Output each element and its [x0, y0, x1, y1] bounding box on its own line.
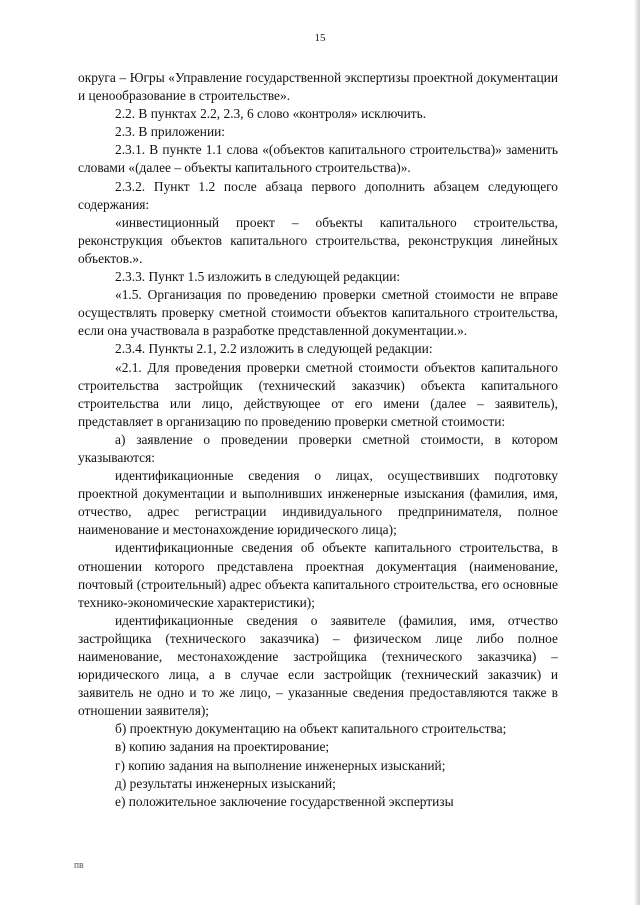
paragraph: идентификационные сведения об объекте капитального строительства, в отношении которого представлена проектная документация (наименование, почтовый (строительный) адрес объекта капитального строительства, его основные технико-экономические характеристики); [78, 540, 558, 610]
paragraph: в) копию задания на проектирование; [115, 739, 330, 755]
paragraph: г) копию задания на выполнение инженерных изысканий; [115, 757, 446, 773]
paragraph: 2.3. В приложении: [115, 124, 226, 140]
paragraph: 2.2. В пунктах 2.2, 2.3, 6 слово «контроля» исключить. [115, 106, 427, 122]
paragraph: «1.5. Организация по проведению проверки сметной стоимости не вправе осуществлять проверку сметной стоимости объектов капитального строительства, если она участвовала в разработке представленной документации.». [78, 287, 558, 339]
scan-edge-shadow [634, 0, 640, 905]
paragraph: 2.3.3. Пункт 1.5 изложить в следующей редакции: [115, 269, 401, 285]
paragraph: «инвестиционный проект – объекты капитального строительства, реконструкция объектов капитального строительства, реконструкция линейных объектов.». [78, 214, 558, 266]
document-body [78, 69, 558, 811]
paragraph: д) результаты инженерных изысканий; [115, 775, 336, 791]
corner-mark: ПВ [74, 862, 84, 870]
paragraph: округа – Югры «Управление государственной экспертизы проектной документации и ценообразование в строительстве». [78, 70, 558, 104]
paragraph: а) заявление о проведении проверки сметной стоимости, в котором указываются: [78, 431, 558, 465]
paragraph: е) положительное заключение государственной экспертизы [115, 793, 454, 809]
paragraph: 2.3.4. Пункты 2.1, 2.2 изложить в следующей редакции: [115, 341, 433, 357]
page-number: 15 [314, 32, 326, 44]
paragraph: 2.3.1. В пункте 1.1 слова «(объектов капитального строительства)» заменить словами «(далее – объекты капитального строительства)». [78, 142, 558, 176]
paragraph: 2.3.2. Пункт 1.2 после абзаца первого дополнить абзацем следующего содержания: [78, 178, 558, 212]
paragraph: идентификационные сведения о заявителе (фамилия, имя, отчество застройщика (технического заказчика) – физическом лице либо полное наименование, местонахождение застройщика (технического заказчика) – юридического лица, а в случае если застройщик (технический заказчик) и заявитель не одно и то же лицо, – указанные сведения предоставляются также в отношении заявителя); [78, 612, 558, 719]
paragraph: б) проектную документацию на объект капитального строительства; [115, 721, 507, 737]
paragraph: идентификационные сведения о лицах, осуществивших подготовку проектной документации и выполнивших инженерные изыскания (фамилия, имя, отчество, адрес регистрации индивидуального предпринимателя, полное наименование и местонахождение юридического лица); [78, 468, 558, 538]
paragraph: «2.1. Для проведения проверки сметной стоимости объектов капитального строительства застройщик (технический заказчик) объекта капитального строительства или лицо, действующее от его имени (далее – заявитель), представляет в организацию по проведению проверки сметной стоимости: [78, 359, 558, 429]
